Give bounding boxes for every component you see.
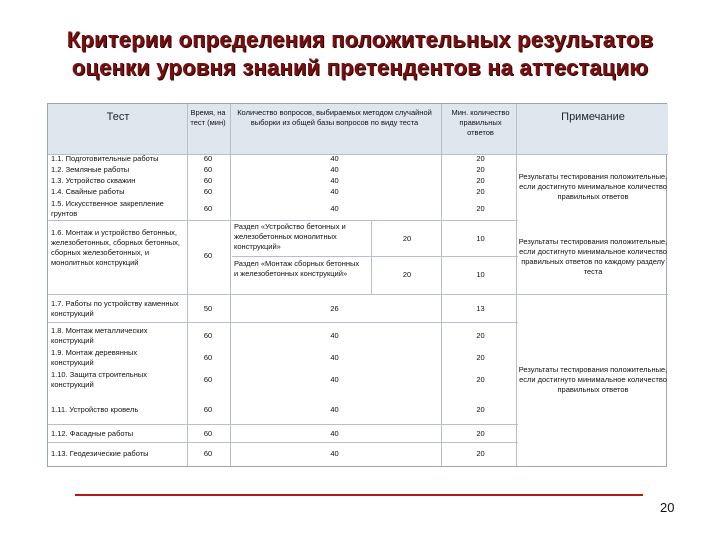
row-1-6-section-2-min: 10 [476, 270, 485, 279]
row-1-10-time: 60 [203, 375, 213, 384]
row-1-7-test: 1.7. Работы по устройству каменных конструкций [51, 299, 179, 318]
row-1-4-questions: 40 [330, 187, 339, 196]
footer-divider [75, 494, 643, 496]
row-1-12-test: 1.12. Фасадные работы [51, 429, 134, 438]
row-1-10-test: 1.10. Защита строительных конструкций [51, 370, 147, 389]
grid-line [48, 220, 518, 221]
row-1-8-time: 60 [203, 331, 213, 340]
row-1-7-min: 13 [476, 304, 485, 313]
slide-title [0, 26, 720, 82]
row-1-6-section-1-questions: 20 [402, 234, 412, 243]
row-1-6-section-1-min: 10 [476, 234, 485, 243]
row-1-4-time: 60 [203, 187, 213, 196]
row-1-3-questions: 40 [330, 176, 339, 185]
row-1-9-time: 60 [203, 353, 213, 362]
row-1-4-test: 1.4. Свайные работы [51, 187, 125, 196]
row-1-11-questions: 40 [330, 405, 339, 414]
note-section-b: Результаты тестирования положительные, если достигнуто минимальное количество правильных ответов [518, 365, 668, 394]
row-1-8-min: 20 [476, 331, 485, 340]
row-1-13-questions: 40 [330, 449, 339, 458]
row-1-3-test: 1.3. Устройство скважин [51, 176, 136, 185]
row-1-7-questions: 26 [330, 304, 339, 313]
row-1-13-min: 20 [476, 449, 485, 458]
grid-line [48, 154, 668, 155]
header-min-correct: Мин. количество правильных ответов [451, 108, 510, 137]
row-1-12-questions: 40 [330, 429, 339, 438]
row-1-6-section-2-questions: 20 [402, 270, 412, 279]
row-1-11-min: 20 [476, 405, 485, 414]
grid-line [371, 220, 372, 294]
row-1-1-questions: 40 [330, 154, 339, 163]
header-test: Тест [106, 111, 130, 123]
header-time: Время, на тест (мин) [190, 108, 226, 127]
row-1-1-test: 1.1. Подготовительные работы [51, 154, 159, 163]
row-1-9-min: 20 [476, 353, 485, 362]
row-1-10-questions: 40 [330, 375, 339, 384]
header-note: Примечание [561, 111, 625, 123]
grid-line [516, 104, 517, 466]
row-1-9-questions: 40 [330, 353, 339, 362]
criteria-table [47, 103, 667, 467]
row-1-6-time: 60 [203, 251, 213, 260]
row-1-9-test: 1.9. Монтаж деревянных конструкций [51, 348, 138, 367]
grid-line [48, 294, 668, 295]
row-1-5-time: 60 [203, 204, 213, 213]
row-1-3-time: 60 [203, 176, 213, 185]
row-1-3-min: 20 [476, 176, 485, 185]
row-1-1-time: 60 [203, 154, 213, 163]
row-1-6-section-1-name: Раздел «Устройство бетонных и железобетонных монолитных конструкций» [234, 222, 346, 251]
title-line-2: оценки уровня знаний претендентов на аттестацию [71, 55, 649, 80]
row-1-5-min: 20 [476, 204, 485, 213]
row-1-11-test: 1.11. Устройство кровель [51, 405, 139, 414]
row-1-8-questions: 40 [330, 331, 339, 340]
row-1-1-min: 20 [476, 154, 485, 163]
grid-line [232, 256, 518, 257]
row-1-2-time: 60 [203, 165, 213, 174]
row-1-2-min: 20 [476, 165, 485, 174]
row-1-12-min: 20 [476, 429, 485, 438]
grid-line [187, 104, 188, 466]
note-section-a: Результаты тестирования положительные, если достигнуто минимальное количество правильных ответов [518, 172, 668, 201]
page-number: 20 [660, 500, 675, 515]
row-1-13-time: 60 [203, 449, 213, 458]
grid-line [230, 104, 231, 466]
grid-line [48, 442, 518, 443]
row-1-11-time: 60 [203, 405, 213, 414]
row-1-4-min: 20 [476, 187, 485, 196]
row-1-13-test: 1.13. Геодезические работы [51, 449, 149, 458]
grid-line [48, 322, 518, 323]
row-1-10-min: 20 [476, 375, 485, 384]
header-questions: Количество вопросов, выбираемых методом случайной выборки из общей базы вопросов по виду теста [237, 108, 432, 127]
row-1-6-section-2-name: Раздел «Монтаж сборных бетонных и железобетонных конструкций» [234, 259, 360, 278]
grid-line [441, 104, 442, 466]
row-1-2-test: 1.2. Земляные работы [51, 165, 130, 174]
row-1-5-test: 1.5. Искусственное закрепление грунтов [51, 199, 164, 218]
row-1-7-time: 50 [203, 304, 213, 313]
grid-line [48, 424, 518, 425]
row-1-12-time: 60 [203, 429, 213, 438]
note-row-1-6: Результаты тестирования положительные, если достигнуто минимальное количество правильных ответов по каждому разделу теста [518, 237, 668, 276]
row-1-2-questions: 40 [330, 165, 339, 174]
title-line-1: Критерии определения положительных результатов [66, 27, 654, 52]
row-1-6-test: 1.6. Монтаж и устройство бетонных, железобетонных, сборных бетонных, сборных железобетонных, и монолитных конструкций [51, 228, 181, 267]
row-1-5-questions: 40 [330, 204, 339, 213]
row-1-8-test: 1.8. Монтаж металлических конструкций [51, 326, 148, 345]
